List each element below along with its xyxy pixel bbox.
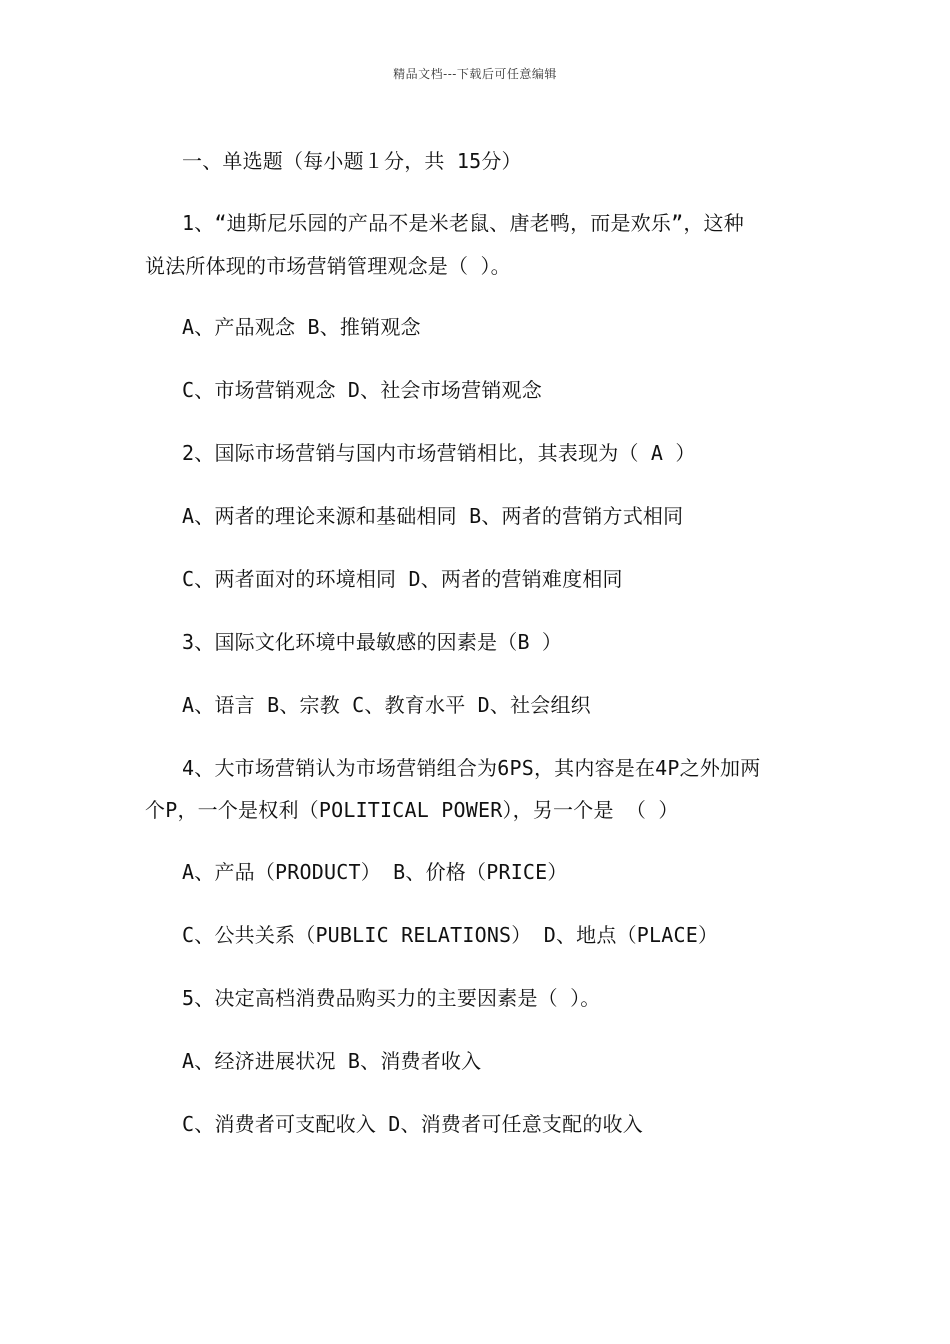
question-4-options-line-2: C、公共关系（PUBLIC RELATIONS） D、地点（PLACE） (182, 923, 719, 947)
page-header: 精品文档---下载后可任意编辑 (393, 67, 557, 81)
question-5-options-line-1: A、经济进展状况 B、消费者收入 (182, 1049, 482, 1073)
question-3-stem-line-1: 3、国际文化环境中最敏感的因素是（B ） (182, 630, 563, 654)
question-2-options-line-1: A、两者的理论来源和基础相同 B、两者的营销方式相同 (182, 504, 684, 528)
question-1-options-line-1: A、产品观念 B、推销观念 (182, 315, 421, 339)
question-5-options-line-2: C、消费者可支配收入 D、消费者可任意支配的收入 (182, 1112, 643, 1136)
question-2-options-line-2: C、两者面对的环境相同 D、两者的营销难度相同 (182, 567, 623, 591)
question-2-stem-line-1: 2、国际市场营销与国内市场营销相比，其表现为（ A ） (182, 441, 696, 465)
question-3-options-line-1: A、语言 B、宗教 C、教育水平 D、社会组织 (182, 693, 591, 717)
question-1-stem-line-1: 1、“迪斯尼乐园的产品不是米老鼠、唐老鸭，而是欢乐”，这种 (182, 211, 744, 235)
question-1-stem-line-2: 说法所体现的市场营销管理观念是（ ）。 (145, 254, 511, 278)
question-1-options-line-2: C、市场营销观念 D、社会市场营销观念 (182, 378, 542, 402)
question-4-options-line-1: A、产品（PRODUCT） B、价格（PRICE） (182, 860, 568, 884)
question-5-stem-line-1: 5、决定高档消费品购买力的主要因素是（ ）。 (182, 986, 601, 1010)
question-4-stem-line-1: 4、大市场营销认为市场营销组合为6PS，其内容是在4P之外加两 (182, 756, 761, 780)
section-title: 一、单选题（每小题１分，共 15分） (182, 149, 522, 173)
question-4-stem-line-2: 个P，一个是权利（POLITICAL POWER），另一个是 （ ） (145, 798, 679, 822)
